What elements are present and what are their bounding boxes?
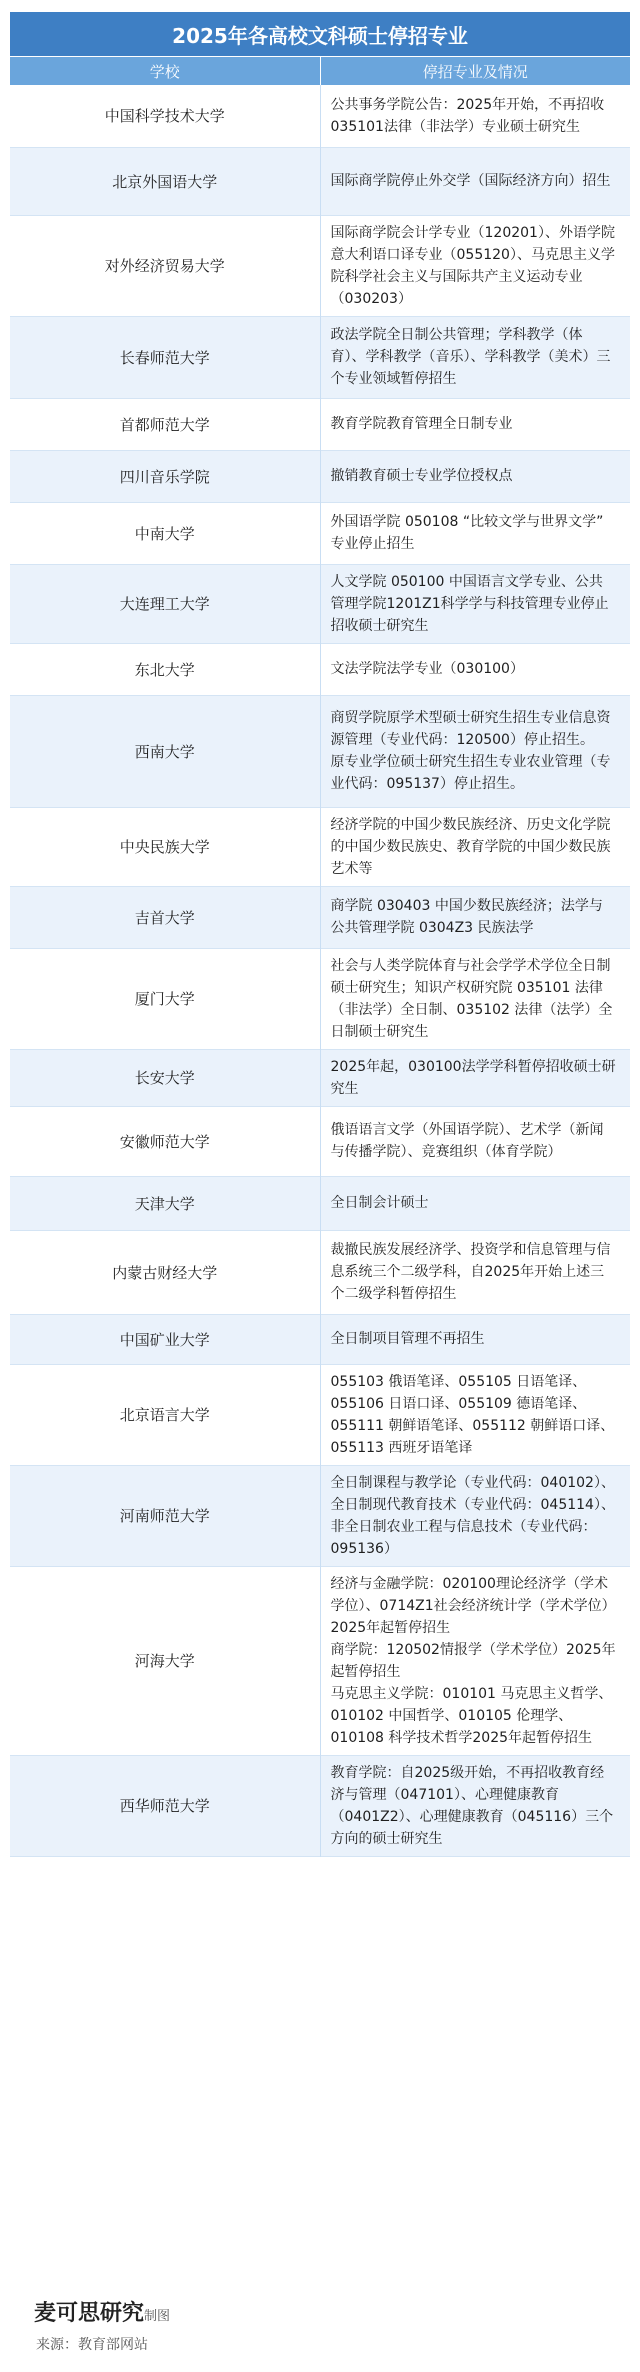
brand-suffix: 制图 bbox=[144, 2309, 171, 2324]
brand-name: 麦可思研究 bbox=[34, 2301, 145, 2326]
school-cell: 西华师范大学 bbox=[10, 1755, 320, 1856]
school-cell: 天津大学 bbox=[10, 1176, 320, 1230]
detail-cell bbox=[320, 1049, 630, 1106]
school-cell: 河海大学 bbox=[10, 1566, 320, 1755]
school-cell: 对外经济贸易大学 bbox=[10, 215, 320, 316]
detail-text: 商学院 030403 中国少数民族经济；法学与公共管理学院 0304Z3 民族法学 bbox=[330, 898, 603, 936]
detail-cell bbox=[320, 1314, 630, 1364]
table-row bbox=[10, 948, 630, 1049]
detail-text: 商贸学院原学术型硕士研究生招生专业信息资源管理（专业代码：120500）停止招生。 bbox=[330, 710, 611, 748]
detail-text: 国际商学院停止外交学（国际经济方向）招生 bbox=[330, 173, 611, 189]
detail-text: 全日制课程与教学论（专业代码：040102）、全日制现代教育技术（专业代码：045114）、非全日制农业工程与信息技术（专业代码：095136） bbox=[330, 1474, 615, 1557]
school-cell: 内蒙古财经大学 bbox=[10, 1230, 320, 1314]
table-body bbox=[10, 85, 630, 1856]
table-header-row bbox=[10, 57, 630, 86]
school-cell: 中央民族大学 bbox=[10, 807, 320, 886]
table-row bbox=[10, 807, 630, 886]
detail-text: 原专业学位硕士研究生招生专业农业管理（专业代码：095137）停止招生。 bbox=[330, 754, 611, 792]
school-cell: 北京外国语大学 bbox=[10, 147, 320, 215]
school-cell: 中国科学技术大学 bbox=[10, 85, 320, 147]
detail-text: 2025年起，030100法学学科暂停招收硕士研究生 bbox=[330, 1058, 616, 1097]
school-cell: 四川音乐学院 bbox=[10, 450, 320, 502]
detail-text: 社会与人类学院体育与社会学学术学位全日制硕士研究生；知识产权研究院 035101 法律（非法学）全日制、035102 法律（法学）全日制硕士研究生 bbox=[330, 957, 613, 1040]
detail-cell bbox=[320, 1755, 630, 1856]
table-row bbox=[10, 643, 630, 695]
detail-cell bbox=[320, 695, 630, 807]
school-cell: 中国矿业大学 bbox=[10, 1314, 320, 1364]
table-row bbox=[10, 316, 630, 398]
school-cell: 长春师范大学 bbox=[10, 316, 320, 398]
school-cell: 中南大学 bbox=[10, 502, 320, 564]
table-row bbox=[10, 1755, 630, 1856]
table-row bbox=[10, 1566, 630, 1755]
detail-cell bbox=[320, 147, 630, 215]
header-detail: 停招专业及情况 bbox=[320, 57, 630, 86]
detail-cell bbox=[320, 1106, 630, 1176]
detail-text: 商学院：120502情报学（学术学位）2025年起暂停招生 bbox=[330, 1641, 616, 1680]
detail-text: 经济学院的中国少数民族经济、历史文化学院的中国少数民族史、教育学院的中国少数民族艺术等 bbox=[330, 816, 611, 877]
detail-cell bbox=[320, 215, 630, 316]
detail-cell bbox=[320, 450, 630, 502]
detail-text: 撤销教育硕士专业学位授权点 bbox=[330, 468, 513, 484]
table-row bbox=[10, 1176, 630, 1230]
table-row bbox=[10, 564, 630, 643]
table-title-row bbox=[10, 12, 630, 57]
detail-cell bbox=[320, 1364, 630, 1465]
source-note: 来源：教育部网站 bbox=[36, 2337, 148, 2353]
detail-cell bbox=[320, 1566, 630, 1755]
table-row bbox=[10, 1049, 630, 1106]
detail-text: 俄语语言文学（外国语学院）、艺术学（新闻与传播学院）、竞赛组织（体育学院） bbox=[330, 1122, 604, 1160]
table-row bbox=[10, 886, 630, 948]
detail-text: 外国语学院 050108 “比较文学与世界文学” 专业停止招生 bbox=[330, 514, 604, 552]
school-cell: 河南师范大学 bbox=[10, 1465, 320, 1566]
detail-text: 教育学院教育管理全日制专业 bbox=[330, 416, 513, 432]
detail-cell bbox=[320, 502, 630, 564]
detail-cell bbox=[320, 316, 630, 398]
school-cell: 首都师范大学 bbox=[10, 398, 320, 450]
table-row bbox=[10, 1230, 630, 1314]
table-row bbox=[10, 85, 630, 147]
detail-text: 经济与金融学院：020100理论经济学（学术学位）、0714Z1社会经济统计学（学术学位）2025年起暂停招生 bbox=[330, 1575, 616, 1636]
table-row bbox=[10, 1314, 630, 1364]
school-cell: 厦门大学 bbox=[10, 948, 320, 1049]
detail-text: 055103 俄语笔译、055105 日语笔译、055106 日语口译、055109 德语笔译、055111 朝鲜语笔译、055112 朝鲜语口译、055113 西班牙语笔译 bbox=[330, 1373, 615, 1456]
table-row bbox=[10, 695, 630, 807]
detail-text: 全日制项目管理不再招生 bbox=[330, 1331, 485, 1347]
detail-cell bbox=[320, 886, 630, 948]
school-cell: 吉首大学 bbox=[10, 886, 320, 948]
school-cell: 西南大学 bbox=[10, 695, 320, 807]
school-cell: 长安大学 bbox=[10, 1049, 320, 1106]
detail-cell bbox=[320, 1176, 630, 1230]
table-row bbox=[10, 1106, 630, 1176]
detail-text: 裁撤民族发展经济学、投资学和信息管理与信息系统三个二级学科，自2025年开始上述三个二级学科暂停招生 bbox=[330, 1242, 611, 1302]
table-row bbox=[10, 398, 630, 450]
table-row bbox=[10, 502, 630, 564]
table-row bbox=[10, 1364, 630, 1465]
detail-cell bbox=[320, 643, 630, 695]
detail-text: 政法学院全日制公共管理；学科教学（体育）、学科教学（音乐）、学科教学（美术）三个专业领域暂停招生 bbox=[330, 327, 611, 387]
table-row bbox=[10, 215, 630, 316]
table-row bbox=[10, 450, 630, 502]
detail-cell bbox=[320, 85, 630, 147]
table-title: 2025年各高校文科硕士停招专业 bbox=[10, 12, 630, 57]
detail-text: 马克思主义学院：010101 马克思主义哲学、010102 中国哲学、010105 伦理学、010108 科学技术哲学2025年起暂停招生 bbox=[330, 1685, 613, 1746]
detail-cell bbox=[320, 1230, 630, 1314]
detail-cell bbox=[320, 398, 630, 450]
detail-text: 全日制会计硕士 bbox=[330, 1195, 429, 1211]
school-cell: 大连理工大学 bbox=[10, 564, 320, 643]
detail-cell bbox=[320, 1465, 630, 1566]
detail-text: 国际商学院会计学专业（120201）、外语学院意大利语口译专业（055120）、马克思主义学院科学社会主义与国际共产主义运动专业（030203） bbox=[330, 224, 615, 307]
detail-text: 教育学院：自2025级开始，不再招收教育经济与管理（047101）、心理健康教育（0401Z2）、心理健康教育（045116）三个方向的硕士研究生 bbox=[330, 1764, 614, 1847]
header-school: 学校 bbox=[10, 57, 320, 86]
footer-brand bbox=[34, 2296, 170, 2327]
detail-text: 人文学院 050100 中国语言文学专业、公共管理学院1201Z1科学学与科技管理专业停止招收硕士研究生 bbox=[330, 573, 609, 634]
school-cell: 东北大学 bbox=[10, 643, 320, 695]
table-row bbox=[10, 147, 630, 215]
stopped-programs-table bbox=[10, 12, 630, 1857]
detail-text: 公共事务学院公告：2025年开始，不再招收035101法律（非法学）专业硕士研究生 bbox=[330, 96, 605, 135]
detail-cell bbox=[320, 948, 630, 1049]
detail-cell bbox=[320, 564, 630, 643]
detail-text: 文法学院法学专业（030100） bbox=[330, 661, 524, 677]
school-cell: 北京语言大学 bbox=[10, 1364, 320, 1465]
table-row bbox=[10, 1465, 630, 1566]
school-cell: 安徽师范大学 bbox=[10, 1106, 320, 1176]
detail-cell bbox=[320, 807, 630, 886]
